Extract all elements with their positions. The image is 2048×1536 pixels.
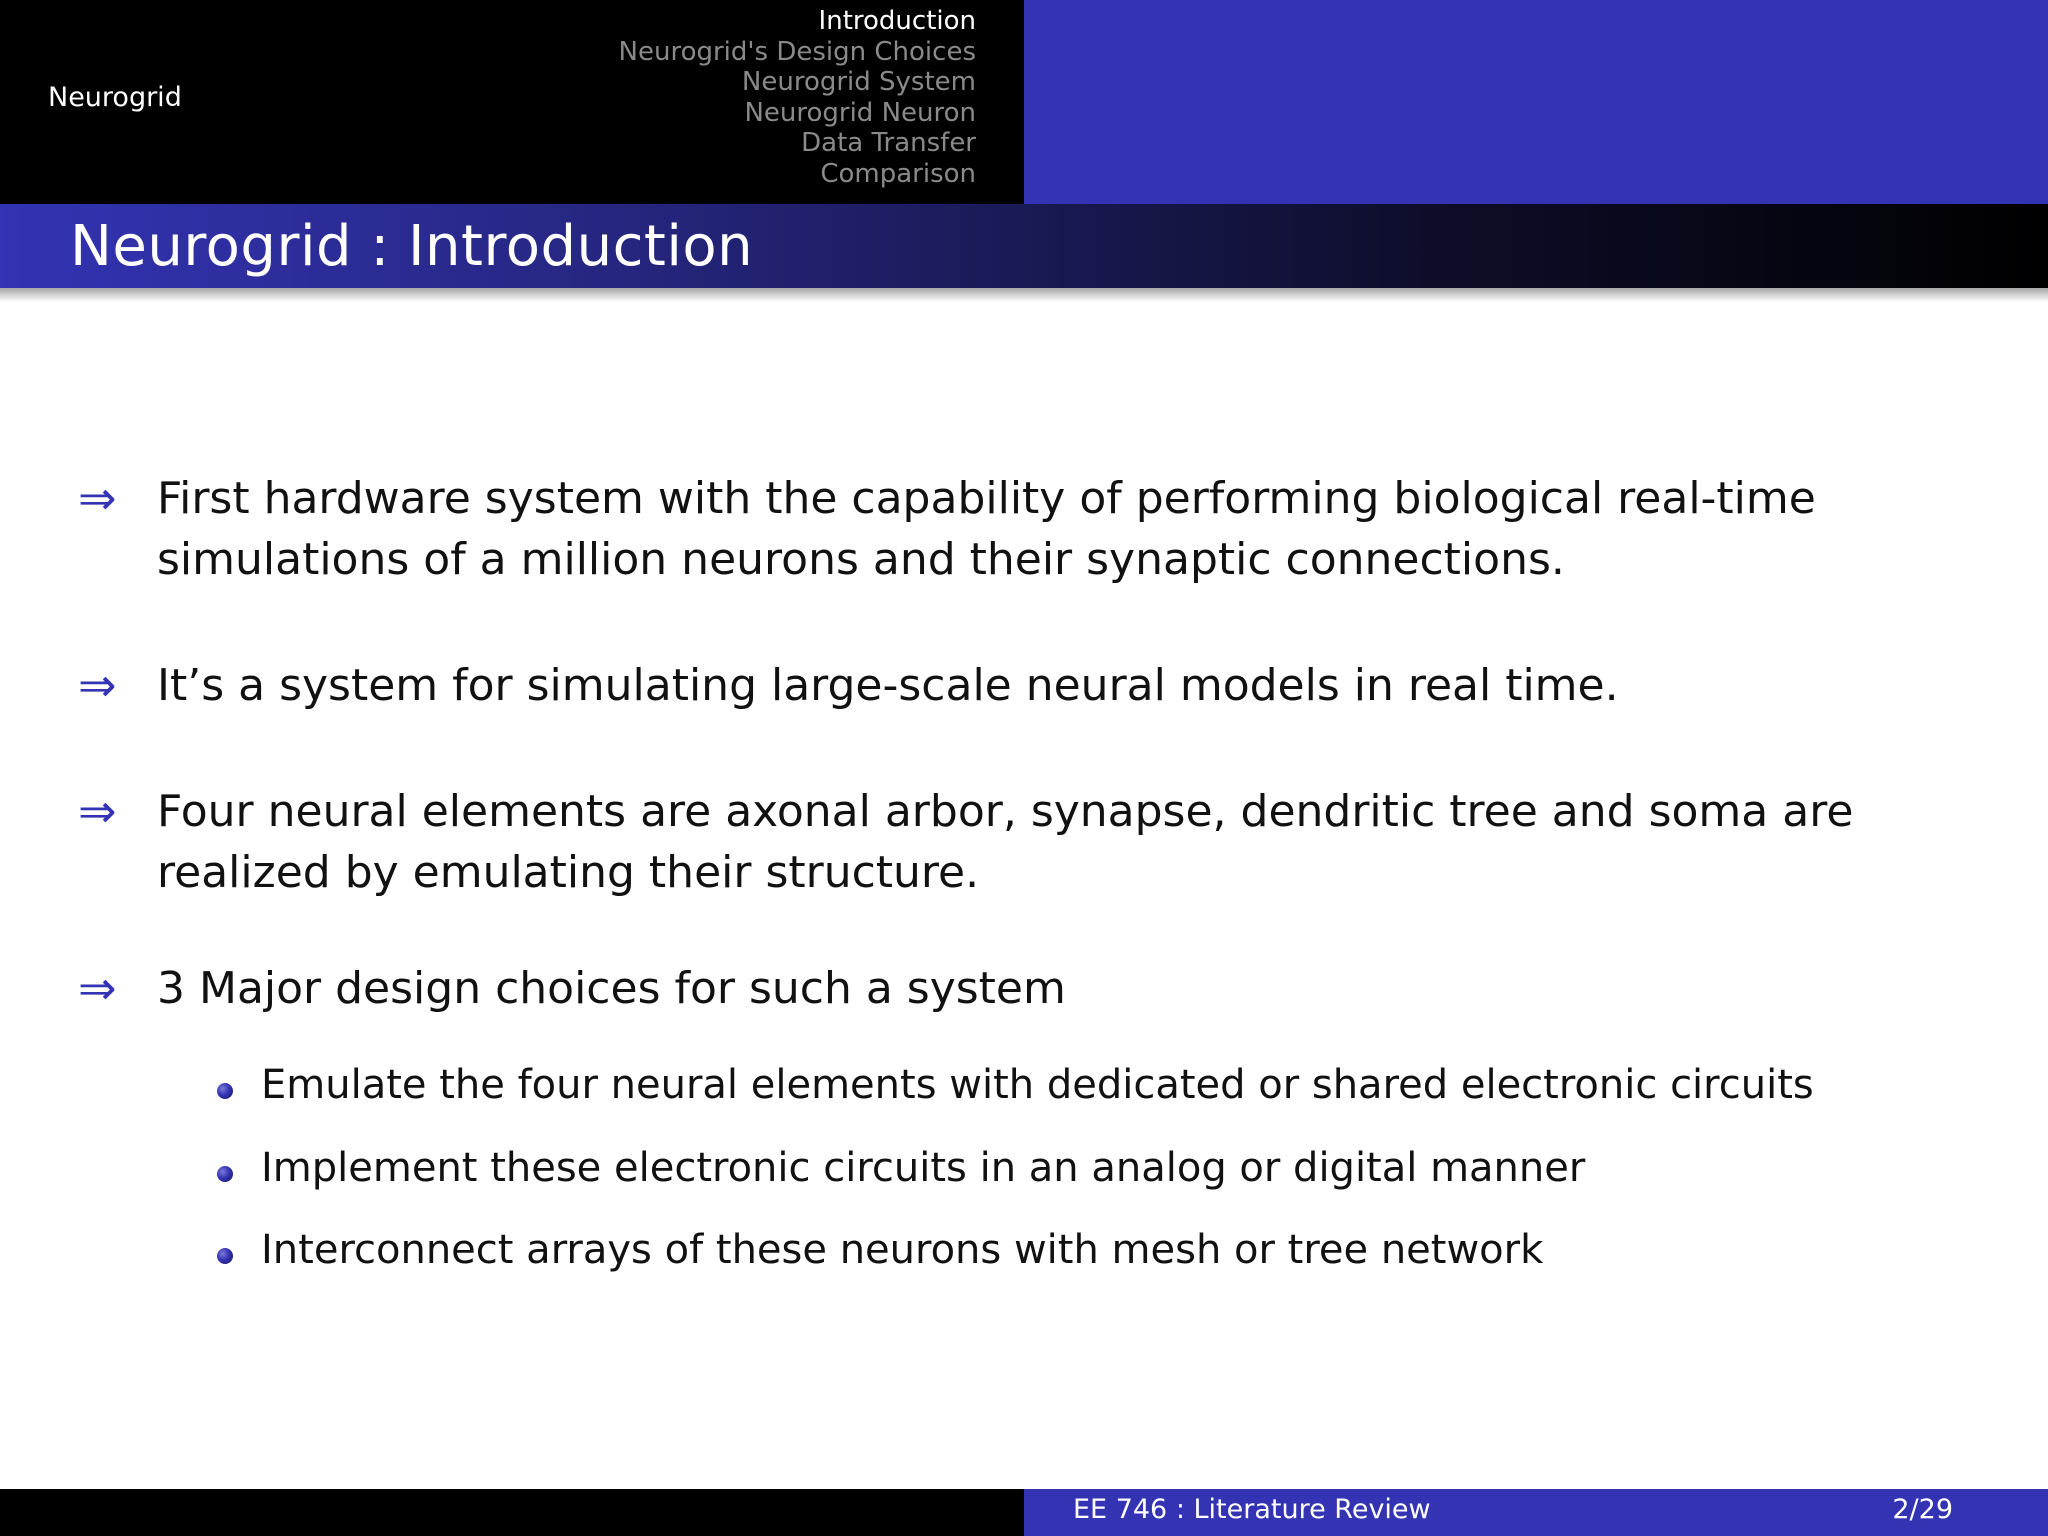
implies-arrow-icon: ⇒ (78, 961, 117, 1015)
bullet-dot-icon (217, 1248, 233, 1264)
footer-course-title: EE 746 : Literature Review (1073, 1494, 1431, 1525)
nav-section-introduction[interactable]: Introduction (818, 6, 976, 36)
bullet-dot-icon (217, 1166, 233, 1182)
presentation-title: Neurogrid (48, 82, 182, 113)
implies-arrow-icon: ⇒ (78, 784, 117, 838)
nav-section-comparison[interactable]: Comparison (820, 158, 976, 189)
nav-section-neurogrid-neuron[interactable]: Neurogrid Neuron (744, 97, 976, 128)
page-number: 2/29 (1892, 1494, 1953, 1525)
section-navigation (619, 6, 976, 189)
bullet-text: First hardware system with the capability of performing biological real-time simulations of a million neurons and their synaptic connections. (157, 473, 1816, 585)
sub-item-text: Implement these electronic circuits in an analog or digital manner (261, 1145, 1586, 1191)
nav-section-neurogrid-system[interactable]: Neurogrid System (741, 67, 976, 97)
nav-section-design-choices[interactable]: Neurogrid's Design Choices (618, 36, 976, 67)
bullet-text: It’s a system for simulating large-scale neural models in real time. (157, 660, 1619, 711)
footer-left-panel (0, 1489, 1024, 1536)
sub-item-text: Emulate the four neural elements with dedicated or shared electronic circuits (261, 1062, 1814, 1108)
implies-arrow-icon: ⇒ (78, 658, 117, 712)
slide-header (0, 0, 2048, 204)
bullet-text: Four neural elements are axonal arbor, synapse, dendritic tree and soma are realized by emulating their structure. (157, 786, 1854, 898)
frame-title: Neurogrid : Introduction (70, 214, 754, 279)
bullet-dot-icon (217, 1083, 233, 1099)
implies-arrow-icon: ⇒ (78, 471, 117, 525)
header-title-panel (1024, 0, 2048, 204)
sub-item-text: Interconnect arrays of these neurons with mesh or tree network (261, 1227, 1544, 1273)
frame-title-shadow (0, 288, 2048, 302)
bullet-text: 3 Major design choices for such a system (157, 963, 1066, 1014)
nav-section-data-transfer[interactable]: Data Transfer (801, 128, 976, 158)
